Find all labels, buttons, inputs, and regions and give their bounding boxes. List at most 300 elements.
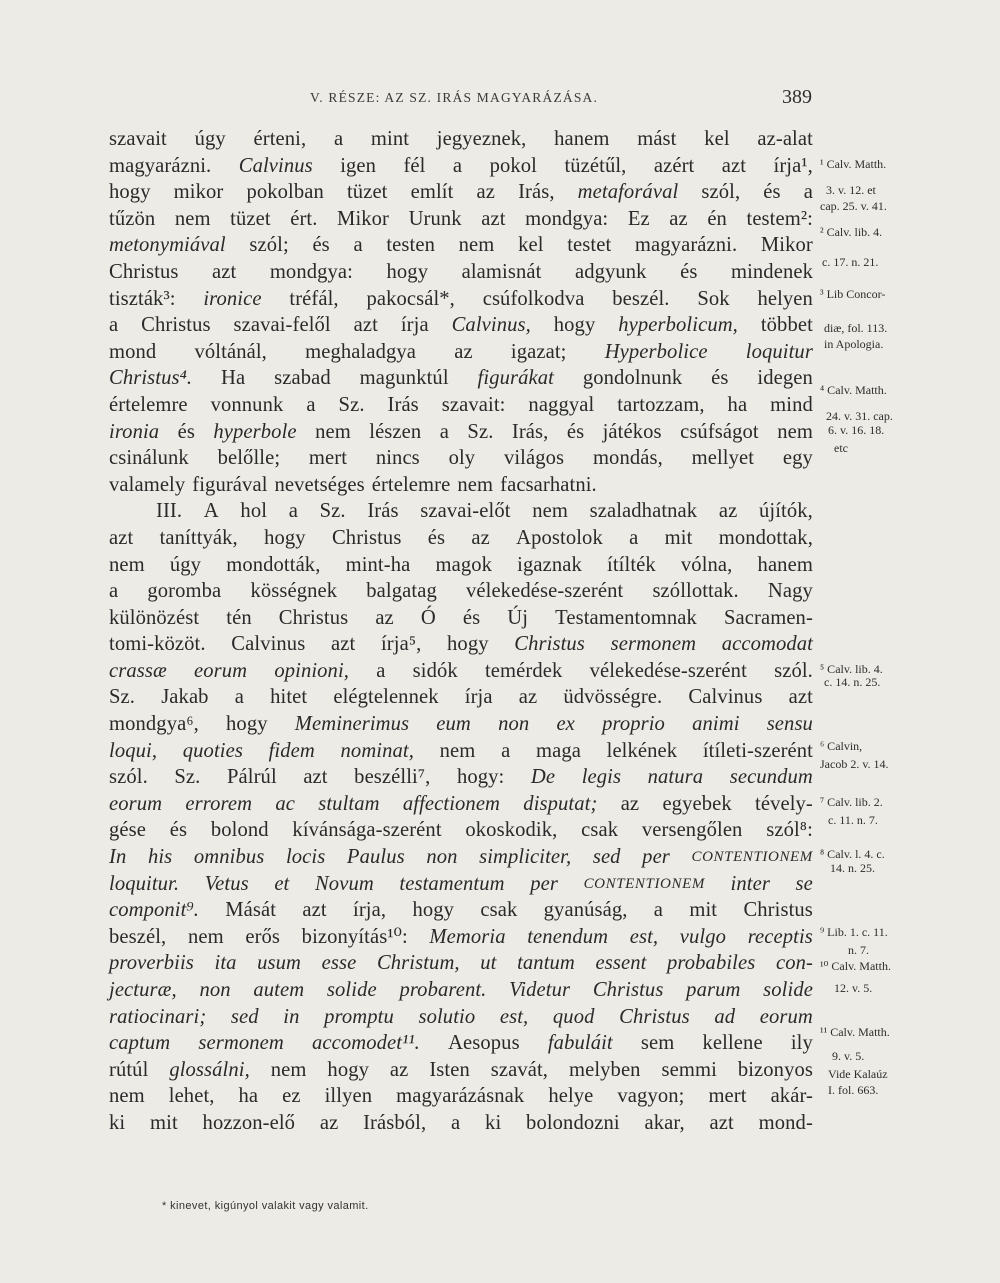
margin-note: ¹ Calv. Matth. — [820, 157, 887, 171]
word: Sok — [697, 287, 730, 310]
word: Christus — [592, 979, 664, 1001]
word: Christus — [109, 260, 179, 283]
word: úgy — [169, 553, 202, 576]
footnote: * kinevet, kigúnyol valakit vagy valamit. — [162, 1200, 369, 1212]
margin-note: c. 14. n. 25. — [824, 675, 881, 689]
word: okoskodik, — [465, 819, 558, 842]
word: írja — [464, 686, 493, 709]
word: promptu — [324, 1005, 394, 1028]
text-line — [109, 605, 813, 632]
word: probabiles — [667, 952, 756, 975]
word: Christus — [278, 606, 349, 629]
word: azért — [653, 154, 695, 177]
margin-note: ⁸ Calv. l. 4. c. — [820, 847, 885, 861]
word: érteni, — [253, 128, 307, 150]
word: tiszták³: — [109, 287, 176, 310]
word: per — [642, 846, 670, 869]
text-line — [109, 844, 813, 871]
word: natura — [647, 766, 704, 789]
word: in — [283, 1005, 300, 1028]
word: értelemre — [371, 473, 451, 496]
word: Aesopus — [448, 1032, 520, 1055]
word: naggyal — [528, 393, 595, 416]
word: Jakab — [161, 686, 209, 709]
word: egy — [782, 447, 813, 470]
text-line — [109, 392, 813, 419]
word: magunktúl — [359, 367, 449, 390]
text-line — [109, 924, 813, 951]
word: tévely- — [755, 792, 813, 815]
word: Irás — [367, 500, 399, 523]
word: Novum — [314, 872, 374, 895]
word: mindenek — [730, 260, 813, 283]
word: se — [795, 872, 813, 895]
word: hogy — [386, 260, 429, 283]
word: jecturæ, — [109, 979, 177, 1001]
text-line — [109, 1030, 813, 1057]
word: mond — [109, 340, 157, 363]
word: mondották, — [226, 553, 321, 576]
word: tartozzam, — [617, 393, 705, 416]
word: tén — [226, 606, 252, 629]
word: eum — [436, 713, 471, 736]
word: igaznak — [517, 553, 582, 576]
word: értelemre — [109, 393, 188, 416]
word: Paulus — [346, 846, 405, 869]
text-line — [109, 312, 813, 339]
word: egyebek — [662, 792, 732, 815]
text-line — [109, 977, 813, 1004]
margin-note: cap. 25. v. 41. — [820, 199, 887, 213]
word: accomodat — [721, 633, 813, 656]
word: a — [109, 314, 119, 337]
word: hogy — [412, 899, 455, 922]
word: mit — [150, 1111, 178, 1134]
word: tréfál, — [289, 287, 339, 310]
word: mint — [370, 128, 410, 150]
word: mondgya⁶, — [109, 713, 199, 736]
text-line — [109, 339, 813, 366]
word: nem — [315, 420, 351, 443]
word: testet — [567, 234, 612, 257]
word: azt — [331, 633, 356, 656]
word: különözést — [109, 606, 200, 629]
word: szavai-felől — [233, 314, 331, 337]
text-line — [109, 232, 813, 259]
word: nem — [109, 1085, 145, 1108]
word: fél — [403, 154, 426, 177]
word: magyarázni. — [634, 234, 738, 257]
word: semmi — [661, 1058, 717, 1081]
margin-note: ¹¹ Calv. Matth. — [820, 1025, 890, 1039]
margin-note: 14. n. 25. — [830, 861, 875, 875]
word: Sz. — [109, 686, 136, 709]
word: proprio — [602, 713, 665, 736]
word: bolondozni — [526, 1111, 620, 1134]
word: az-alat — [757, 128, 813, 150]
word: Ha — [221, 367, 246, 390]
word: nem — [174, 207, 211, 230]
word: nincs — [375, 447, 420, 470]
word: sermonem — [198, 1032, 284, 1055]
margin-note: c. 17. n. 21. — [822, 255, 879, 269]
word: hitet — [270, 686, 308, 709]
word: simpliciter, — [479, 846, 572, 869]
word: magyarázásnak — [396, 1085, 525, 1108]
word: ért. — [290, 207, 318, 230]
word: a — [353, 234, 363, 257]
word: mondgya: — [525, 207, 609, 230]
word: szól. — [774, 659, 813, 682]
word: Irás — [387, 393, 419, 416]
word: errorem — [185, 792, 253, 815]
word: ha — [727, 393, 748, 416]
text-line — [109, 153, 813, 180]
word: akár- — [770, 1085, 813, 1108]
word: az — [669, 207, 688, 230]
word: nevetséges — [274, 473, 365, 496]
word: Sz. — [467, 420, 494, 443]
word: beszél. — [612, 287, 670, 310]
word: tüzétűl, — [564, 154, 627, 177]
word: autem — [253, 979, 305, 1001]
word: a — [109, 580, 119, 603]
word: írja⁵, — [380, 633, 422, 656]
text-line — [109, 578, 813, 605]
word: sem — [640, 1032, 675, 1055]
margin-note: ⁷ Calv. lib. 2. — [820, 795, 883, 809]
word: csúfságot — [680, 420, 759, 443]
word: temérdek — [484, 659, 563, 682]
word: esse — [321, 952, 357, 975]
word: sidók — [412, 659, 458, 682]
word: mondottak, — [718, 526, 813, 549]
word: azt — [211, 260, 237, 283]
word: non — [199, 979, 231, 1001]
word: azt — [353, 314, 378, 337]
margin-note: 6. v. 16. 18. — [828, 423, 885, 437]
word: vagyon; — [617, 1085, 685, 1108]
word: Sz. — [319, 500, 346, 523]
word: Meminerimus — [294, 713, 410, 736]
word: hogy — [109, 181, 151, 204]
text-line — [109, 631, 813, 658]
word: nem — [457, 473, 494, 496]
word: szavait — [109, 128, 167, 150]
page-header — [0, 86, 1000, 116]
word: az — [454, 340, 473, 363]
word: az — [620, 792, 640, 815]
word: rútúl — [109, 1058, 149, 1081]
word: Hyperbolice — [604, 340, 708, 363]
word: igazat; — [510, 340, 567, 363]
word: versengőlen — [641, 819, 743, 842]
word: vólna, — [680, 553, 733, 576]
word: csak — [581, 819, 619, 842]
word: és — [312, 234, 330, 257]
margin-note: ⁵ Calv. lib. 4. — [820, 662, 883, 676]
word: Sz. — [338, 393, 365, 416]
text-line — [109, 897, 813, 924]
word: testen — [386, 234, 435, 257]
word: mert — [708, 1085, 747, 1108]
word: hogy — [226, 713, 268, 736]
word: tűzön — [109, 207, 156, 230]
word: hol — [240, 500, 268, 523]
word: mind — [770, 393, 813, 416]
word: In — [109, 846, 127, 869]
word: beszél, — [109, 925, 167, 948]
running-title: V. RÉSZE: AZ SZ. IRÁS MAGYARÁZÁSA. — [310, 90, 599, 105]
word: stultam — [318, 792, 380, 815]
margin-note: ¹⁰ Calv. Matth. — [820, 959, 891, 973]
word: ítílték — [607, 553, 656, 576]
word: Christus — [141, 314, 211, 337]
text-line — [109, 1057, 813, 1084]
word: eorum — [194, 659, 248, 682]
word: mit — [664, 526, 693, 549]
word: a — [234, 686, 244, 709]
word: his — [147, 846, 173, 869]
word: csinálunk — [109, 447, 189, 470]
word: glossálni, — [169, 1058, 250, 1081]
word: goromba — [147, 580, 222, 603]
word: et — [274, 872, 290, 895]
word: fabuláit — [547, 1032, 613, 1055]
word: melyben — [568, 1058, 641, 1081]
word: taníttyák, — [159, 526, 238, 549]
word: Pálrúl — [226, 766, 277, 789]
word: írja, — [353, 899, 387, 922]
word: Mikor — [760, 234, 813, 257]
text-line — [109, 445, 813, 472]
word: az — [375, 606, 394, 629]
word: eorum — [109, 792, 163, 815]
text-line — [109, 658, 813, 685]
word: Apostolok — [516, 526, 603, 549]
word: Új — [507, 606, 529, 629]
word: Christus — [743, 899, 813, 922]
text-line — [109, 711, 813, 738]
word: nem — [777, 420, 813, 443]
word: hyperbolicum, — [618, 314, 738, 337]
word: játékos — [602, 420, 662, 443]
word: loquitur. — [109, 872, 180, 895]
word: parum — [686, 979, 741, 1001]
word: CONTENTIONEM — [691, 849, 813, 866]
word: figurával — [192, 473, 268, 496]
word: helye — [548, 1085, 594, 1108]
word: hyperbole — [213, 420, 297, 443]
word: con- — [775, 952, 813, 975]
word: mond- — [758, 1111, 813, 1134]
word: proverbiis — [109, 952, 194, 975]
word: est, — [499, 1005, 529, 1028]
word: mint-ha — [345, 553, 411, 576]
word: az — [476, 181, 495, 204]
text-line — [109, 365, 813, 392]
word: és — [566, 420, 585, 443]
word: a — [288, 500, 298, 523]
word: metonymiával — [109, 234, 226, 257]
word: igen — [340, 154, 377, 177]
margin-note: diæ, fol. 113. — [824, 321, 888, 335]
text-line — [109, 791, 813, 818]
word: Calvinus — [238, 154, 313, 177]
text-line — [109, 206, 813, 233]
word: vélekedése-szerént — [465, 580, 624, 603]
word: ironia — [109, 420, 160, 443]
word: Ó — [420, 606, 436, 629]
word: kel — [704, 128, 730, 150]
text-line — [109, 286, 813, 313]
word: Mását — [225, 899, 277, 922]
word: Memoria — [429, 925, 506, 948]
word: ez — [282, 1085, 301, 1108]
word: Irásból, — [363, 1111, 427, 1134]
word: a — [376, 659, 386, 682]
word: világos — [503, 447, 565, 470]
word: gése — [109, 819, 146, 842]
word: quod — [552, 1005, 595, 1028]
margin-note: in Apologia. — [824, 337, 884, 351]
margin-note: 9. v. 5. — [832, 1049, 865, 1063]
word: és — [177, 420, 195, 443]
word: az — [471, 526, 490, 549]
word: Vetus — [204, 872, 249, 895]
margin-note: ⁶ Calvin, — [820, 739, 863, 753]
word: nem — [532, 500, 568, 523]
word: hogy — [327, 1058, 370, 1081]
word: hanem — [757, 553, 813, 576]
word: szavai-előt — [420, 500, 511, 523]
word: és — [169, 819, 188, 842]
word: beszélli⁷, — [354, 766, 431, 789]
word: azt — [788, 686, 813, 709]
word: az — [389, 1058, 409, 1081]
word: vóltánál, — [194, 340, 267, 363]
word: non — [426, 846, 458, 869]
word: a — [452, 154, 463, 177]
word: nem — [458, 234, 495, 257]
word: vonnunk — [210, 393, 284, 416]
word: tomi-közöt. — [109, 633, 206, 656]
word: CONTENTIONEM — [583, 875, 705, 892]
margin-note: ² Calv. lib. 4. — [820, 225, 883, 239]
word: azt — [481, 207, 506, 230]
word: meghaladgya — [305, 340, 416, 363]
word: sensu — [766, 713, 813, 736]
word: maga — [535, 739, 581, 762]
word: alamisnát — [461, 260, 542, 283]
word: írja¹, — [773, 154, 813, 177]
margin-note: ³ Lib Concor- — [820, 287, 886, 301]
word: hanem — [554, 128, 610, 150]
word: azt — [302, 899, 327, 922]
word: III. — [156, 500, 183, 523]
word: helyen — [757, 287, 813, 310]
word: facsarhatni. — [500, 473, 597, 496]
word: azt — [709, 1111, 734, 1134]
word: componit⁹. — [109, 899, 199, 922]
word: erős — [245, 925, 281, 948]
word: nem — [270, 1058, 307, 1081]
word: accomodet¹¹. — [312, 1032, 420, 1055]
word: szaladhatnak — [589, 500, 698, 523]
word: azt — [303, 766, 328, 789]
word: csak — [480, 899, 518, 922]
word: disputat; — [523, 792, 598, 815]
word: a — [451, 1111, 461, 1134]
word: hozzon-elő — [202, 1111, 296, 1134]
word: opinioni, — [274, 659, 350, 682]
word: az — [319, 1111, 339, 1134]
text-line — [109, 950, 813, 977]
word: solide — [763, 979, 813, 1001]
word: omnibus — [193, 846, 265, 869]
text-line — [109, 259, 813, 286]
word: és — [711, 367, 729, 390]
word: loqui, — [109, 739, 158, 762]
word: a — [333, 128, 344, 150]
margin-note: ⁹ Lib. 1. c. 11. — [820, 925, 888, 939]
word: vulgo — [679, 925, 727, 948]
word: hogy — [447, 633, 489, 656]
margin-note: Vide Kalaúz — [828, 1067, 888, 1081]
word: secundum — [729, 766, 813, 789]
word: animi — [692, 713, 740, 736]
word: az — [718, 500, 738, 523]
word: szabad — [274, 367, 331, 390]
word: vélekedése-szerént — [589, 659, 747, 682]
word: tüzet — [346, 181, 388, 204]
word: szól⁸: — [766, 819, 813, 842]
word: Mikor — [337, 207, 390, 230]
margin-note: c. 11. n. 7. — [828, 813, 878, 827]
word: figurákat — [477, 367, 554, 390]
word: pokolban — [246, 181, 324, 204]
word: hogy: — [456, 766, 505, 789]
word: eorum — [759, 1005, 813, 1028]
word: non — [498, 713, 530, 736]
word: legis — [581, 766, 622, 789]
text-line — [109, 1004, 813, 1031]
word: oly — [448, 447, 476, 470]
text-line — [109, 817, 813, 844]
word: én — [707, 207, 727, 230]
word: ítíleti-szerént — [702, 739, 813, 762]
word: úgy — [194, 128, 226, 150]
word: ki — [485, 1111, 502, 1134]
word: ily — [790, 1032, 813, 1055]
word: elégtelennek — [333, 686, 439, 709]
word: Christus — [619, 1005, 690, 1028]
word: nem — [109, 553, 145, 576]
text-line — [109, 179, 813, 206]
word: sed — [592, 846, 621, 869]
word: ac — [275, 792, 295, 815]
word: a — [306, 393, 316, 416]
word: mit — [689, 899, 718, 922]
word: gondolnunk — [582, 367, 683, 390]
word: jegyeznek, — [436, 128, 527, 150]
text-line — [109, 1083, 813, 1110]
word: lelkének — [606, 739, 678, 762]
word: a — [439, 420, 449, 443]
word: pokol — [489, 154, 538, 177]
word: Irás, — [511, 420, 549, 443]
word: ut — [480, 952, 497, 975]
